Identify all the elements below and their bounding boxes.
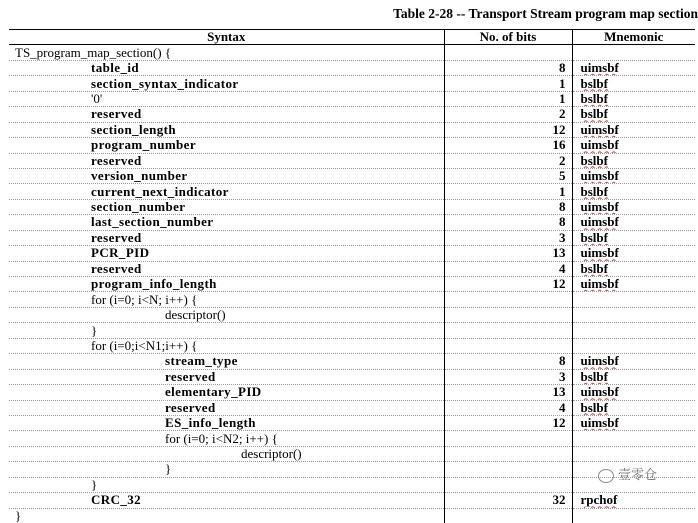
syntax-text: stream_type <box>165 353 238 369</box>
syntax-text: reserved <box>91 261 142 276</box>
bits-cell: 8 <box>444 60 572 75</box>
mnemonic-cell <box>572 415 695 430</box>
bits-cell: 5 <box>444 168 572 183</box>
mnemonic-text: uimsbf <box>580 276 619 292</box>
mnemonic-cell <box>572 292 695 307</box>
mnemonic-text: bslbf <box>580 75 608 91</box>
mnemonic-cell <box>572 369 695 384</box>
syntax-text: descriptor() <box>241 446 302 462</box>
table-row <box>9 415 695 430</box>
syntax-text: } <box>91 477 98 492</box>
mnemonic-cell <box>572 153 695 168</box>
bits-cell <box>444 477 572 492</box>
table-row <box>9 446 695 461</box>
bits-cell: 8 <box>444 354 572 369</box>
mnemonic-cell <box>572 122 695 137</box>
bits-cell: 13 <box>444 385 572 400</box>
mnemonic-text: bslbf <box>580 261 608 276</box>
bits-cell: 12 <box>444 122 572 137</box>
mnemonic-text: uimsbf <box>580 60 619 76</box>
bits-cell: 8 <box>444 199 572 214</box>
syntax-cell <box>9 307 444 322</box>
syntax-text: reserved <box>165 400 216 415</box>
mnemonic-text: uimsbf <box>580 122 619 137</box>
syntax-cell <box>9 415 444 430</box>
syntax-cell <box>9 215 444 230</box>
table-row <box>9 107 695 122</box>
table-title: Table 2-28 -- Transport Stream program map section <box>393 6 698 21</box>
syntax-text: PCR_PID <box>91 245 150 261</box>
syntax-cell <box>9 246 444 261</box>
syntax-text: program_info_length <box>91 276 217 292</box>
syntax-cell <box>9 508 444 523</box>
syntax-text: for (i=0;i<N1;i++) { <box>91 338 198 353</box>
mnemonic-cell <box>572 138 695 153</box>
watermark-text: 壹零仓 <box>618 468 658 483</box>
mnemonic-cell <box>572 277 695 292</box>
syntax-cell <box>9 60 444 75</box>
syntax-cell <box>9 261 444 276</box>
bits-cell <box>444 323 572 338</box>
bits-cell: 1 <box>444 184 572 199</box>
mnemonic-cell <box>572 385 695 400</box>
wechat-icon <box>598 469 614 483</box>
table-row <box>9 138 695 153</box>
mnemonic-text: bslbf <box>580 183 608 199</box>
bits-cell <box>444 431 572 446</box>
bits-cell: 8 <box>444 215 572 230</box>
table-row <box>9 246 695 261</box>
mnemonic-cell <box>572 493 695 508</box>
mnemonic-cell <box>572 215 695 230</box>
mnemonic-text: bslbf <box>580 369 608 384</box>
mnemonic-text: bslbf <box>580 400 608 415</box>
bits-cell: 3 <box>444 369 572 384</box>
mnemonic-cell <box>572 354 695 369</box>
table-row <box>9 323 695 338</box>
bits-cell: 3 <box>444 230 572 245</box>
header-syntax: Syntax <box>9 30 444 45</box>
syntax-cell <box>9 323 444 338</box>
table-row <box>9 277 695 292</box>
mnemonic-text: uimsbf <box>580 245 619 261</box>
syntax-text: } <box>91 322 98 338</box>
mnemonic-cell <box>572 246 695 261</box>
mnemonic-text: uimsbf <box>580 168 619 184</box>
table-row <box>9 508 695 523</box>
mnemonic-cell <box>572 168 695 183</box>
mnemonic-text: rpchof <box>580 492 618 508</box>
syntax-text: reserved <box>91 106 142 122</box>
syntax-cell <box>9 400 444 415</box>
mnemonic-cell <box>572 76 695 91</box>
mnemonic-text: uimsbf <box>580 199 619 215</box>
mnemonic-text: uimsbf <box>580 137 619 153</box>
bits-cell: 1 <box>444 76 572 91</box>
table-row <box>9 230 695 245</box>
mnemonic-cell <box>572 261 695 276</box>
syntax-text: TS_program_map_section() { <box>15 44 172 60</box>
syntax-text: reserved <box>165 369 216 384</box>
syntax-cell <box>9 107 444 122</box>
syntax-cell <box>9 122 444 137</box>
table-row <box>9 477 695 492</box>
bits-cell <box>444 462 572 477</box>
table-row <box>9 493 695 508</box>
bits-cell <box>444 508 572 523</box>
table-row <box>9 369 695 384</box>
syntax-cell <box>9 153 444 168</box>
syntax-text: last_section_number <box>91 214 214 230</box>
syntax-text: reserved <box>91 153 142 168</box>
syntax-text: section_syntax_indicator <box>91 75 239 91</box>
bits-cell: 4 <box>444 400 572 415</box>
syntax-cell <box>9 292 444 307</box>
syntax-text: } <box>15 508 22 523</box>
syntax-cell <box>9 446 444 461</box>
mnemonic-text: bslbf <box>580 106 608 122</box>
watermark <box>598 464 657 483</box>
mnemonic-text: uimsbf <box>580 415 619 431</box>
table-row <box>9 76 695 91</box>
syntax-cell <box>9 45 444 60</box>
header-row <box>9 30 695 45</box>
table-row <box>9 153 695 168</box>
syntax-text: program_number <box>91 137 197 153</box>
bits-cell <box>444 446 572 461</box>
mnemonic-cell <box>572 184 695 199</box>
mnemonic-cell <box>572 45 695 60</box>
syntax-cell <box>9 477 444 492</box>
bits-cell: 13 <box>444 246 572 261</box>
bits-cell: 12 <box>444 277 572 292</box>
syntax-cell <box>9 385 444 400</box>
syntax-cell <box>9 431 444 446</box>
bits-cell: 1 <box>444 91 572 106</box>
bits-cell <box>444 307 572 322</box>
mnemonic-text: uimsbf <box>580 384 619 400</box>
mnemonic-cell <box>572 199 695 214</box>
table-row <box>9 292 695 307</box>
mnemonic-cell <box>572 60 695 75</box>
mnemonic-cell <box>572 230 695 245</box>
syntax-text: current_next_indicator <box>91 183 229 199</box>
syntax-cell <box>9 199 444 214</box>
syntax-cell <box>9 369 444 384</box>
syntax-text: descriptor() <box>165 307 226 323</box>
table-row <box>9 261 695 276</box>
mnemonic-cell <box>572 446 695 461</box>
syntax-cell <box>9 462 444 477</box>
table-row <box>9 400 695 415</box>
syntax-cell <box>9 338 444 353</box>
mnemonic-text: bslbf <box>580 91 608 106</box>
table-row <box>9 60 695 75</box>
bits-cell: 16 <box>444 138 572 153</box>
syntax-cell <box>9 493 444 508</box>
table-row <box>9 184 695 199</box>
table-row <box>9 45 695 60</box>
mnemonic-cell <box>572 338 695 353</box>
syntax-text: section_number <box>91 199 186 215</box>
syntax-cell <box>9 277 444 292</box>
syntax-text: '0' <box>91 91 103 106</box>
table-row <box>9 122 695 137</box>
mnemonic-cell <box>572 508 695 523</box>
bits-cell: 12 <box>444 415 572 430</box>
syntax-cell <box>9 184 444 199</box>
mnemonic-text: bslbf <box>580 230 608 245</box>
syntax-cell <box>9 354 444 369</box>
table-row <box>9 168 695 183</box>
bits-cell <box>444 292 572 307</box>
table-row <box>9 307 695 322</box>
syntax-text: reserved <box>91 230 142 245</box>
table-row <box>9 385 695 400</box>
mnemonic-cell <box>572 107 695 122</box>
table-row <box>9 431 695 446</box>
syntax-text: for (i=0; i<N2; i++) { <box>165 430 278 446</box>
mnemonic-cell <box>572 307 695 322</box>
syntax-cell <box>9 76 444 91</box>
mnemonic-text: uimsbf <box>580 353 619 369</box>
table-row <box>9 354 695 369</box>
header-bits: No. of bits <box>444 30 572 45</box>
mnemonic-text: bslbf <box>580 153 608 168</box>
syntax-table <box>9 29 695 523</box>
syntax-text: elementary_PID <box>165 384 262 400</box>
syntax-text: table_id <box>91 60 139 76</box>
syntax-text: CRC_32 <box>91 492 142 508</box>
syntax-cell <box>9 168 444 183</box>
syntax-text: section_length <box>91 122 177 137</box>
table-row <box>9 462 695 477</box>
syntax-cell <box>9 91 444 106</box>
bits-cell: 2 <box>444 107 572 122</box>
mnemonic-cell <box>572 91 695 106</box>
syntax-text: } <box>165 461 172 477</box>
bits-cell: 4 <box>444 261 572 276</box>
mnemonic-text: uimsbf <box>580 214 619 230</box>
bits-cell: 2 <box>444 153 572 168</box>
bits-cell: 32 <box>444 493 572 508</box>
syntax-text: version_number <box>91 168 188 184</box>
mnemonic-cell <box>572 323 695 338</box>
mnemonic-cell <box>572 431 695 446</box>
mnemonic-cell <box>572 400 695 415</box>
table-row <box>9 199 695 214</box>
bits-cell <box>444 45 572 60</box>
syntax-cell <box>9 230 444 245</box>
syntax-cell <box>9 138 444 153</box>
syntax-text: ES_info_length <box>165 415 256 431</box>
table-row <box>9 338 695 353</box>
table-row <box>9 91 695 106</box>
table-row <box>9 215 695 230</box>
syntax-text: for (i=0; i<N; i++) { <box>91 291 198 307</box>
bits-cell <box>444 338 572 353</box>
header-mnemonic: Mnemonic <box>572 30 695 45</box>
